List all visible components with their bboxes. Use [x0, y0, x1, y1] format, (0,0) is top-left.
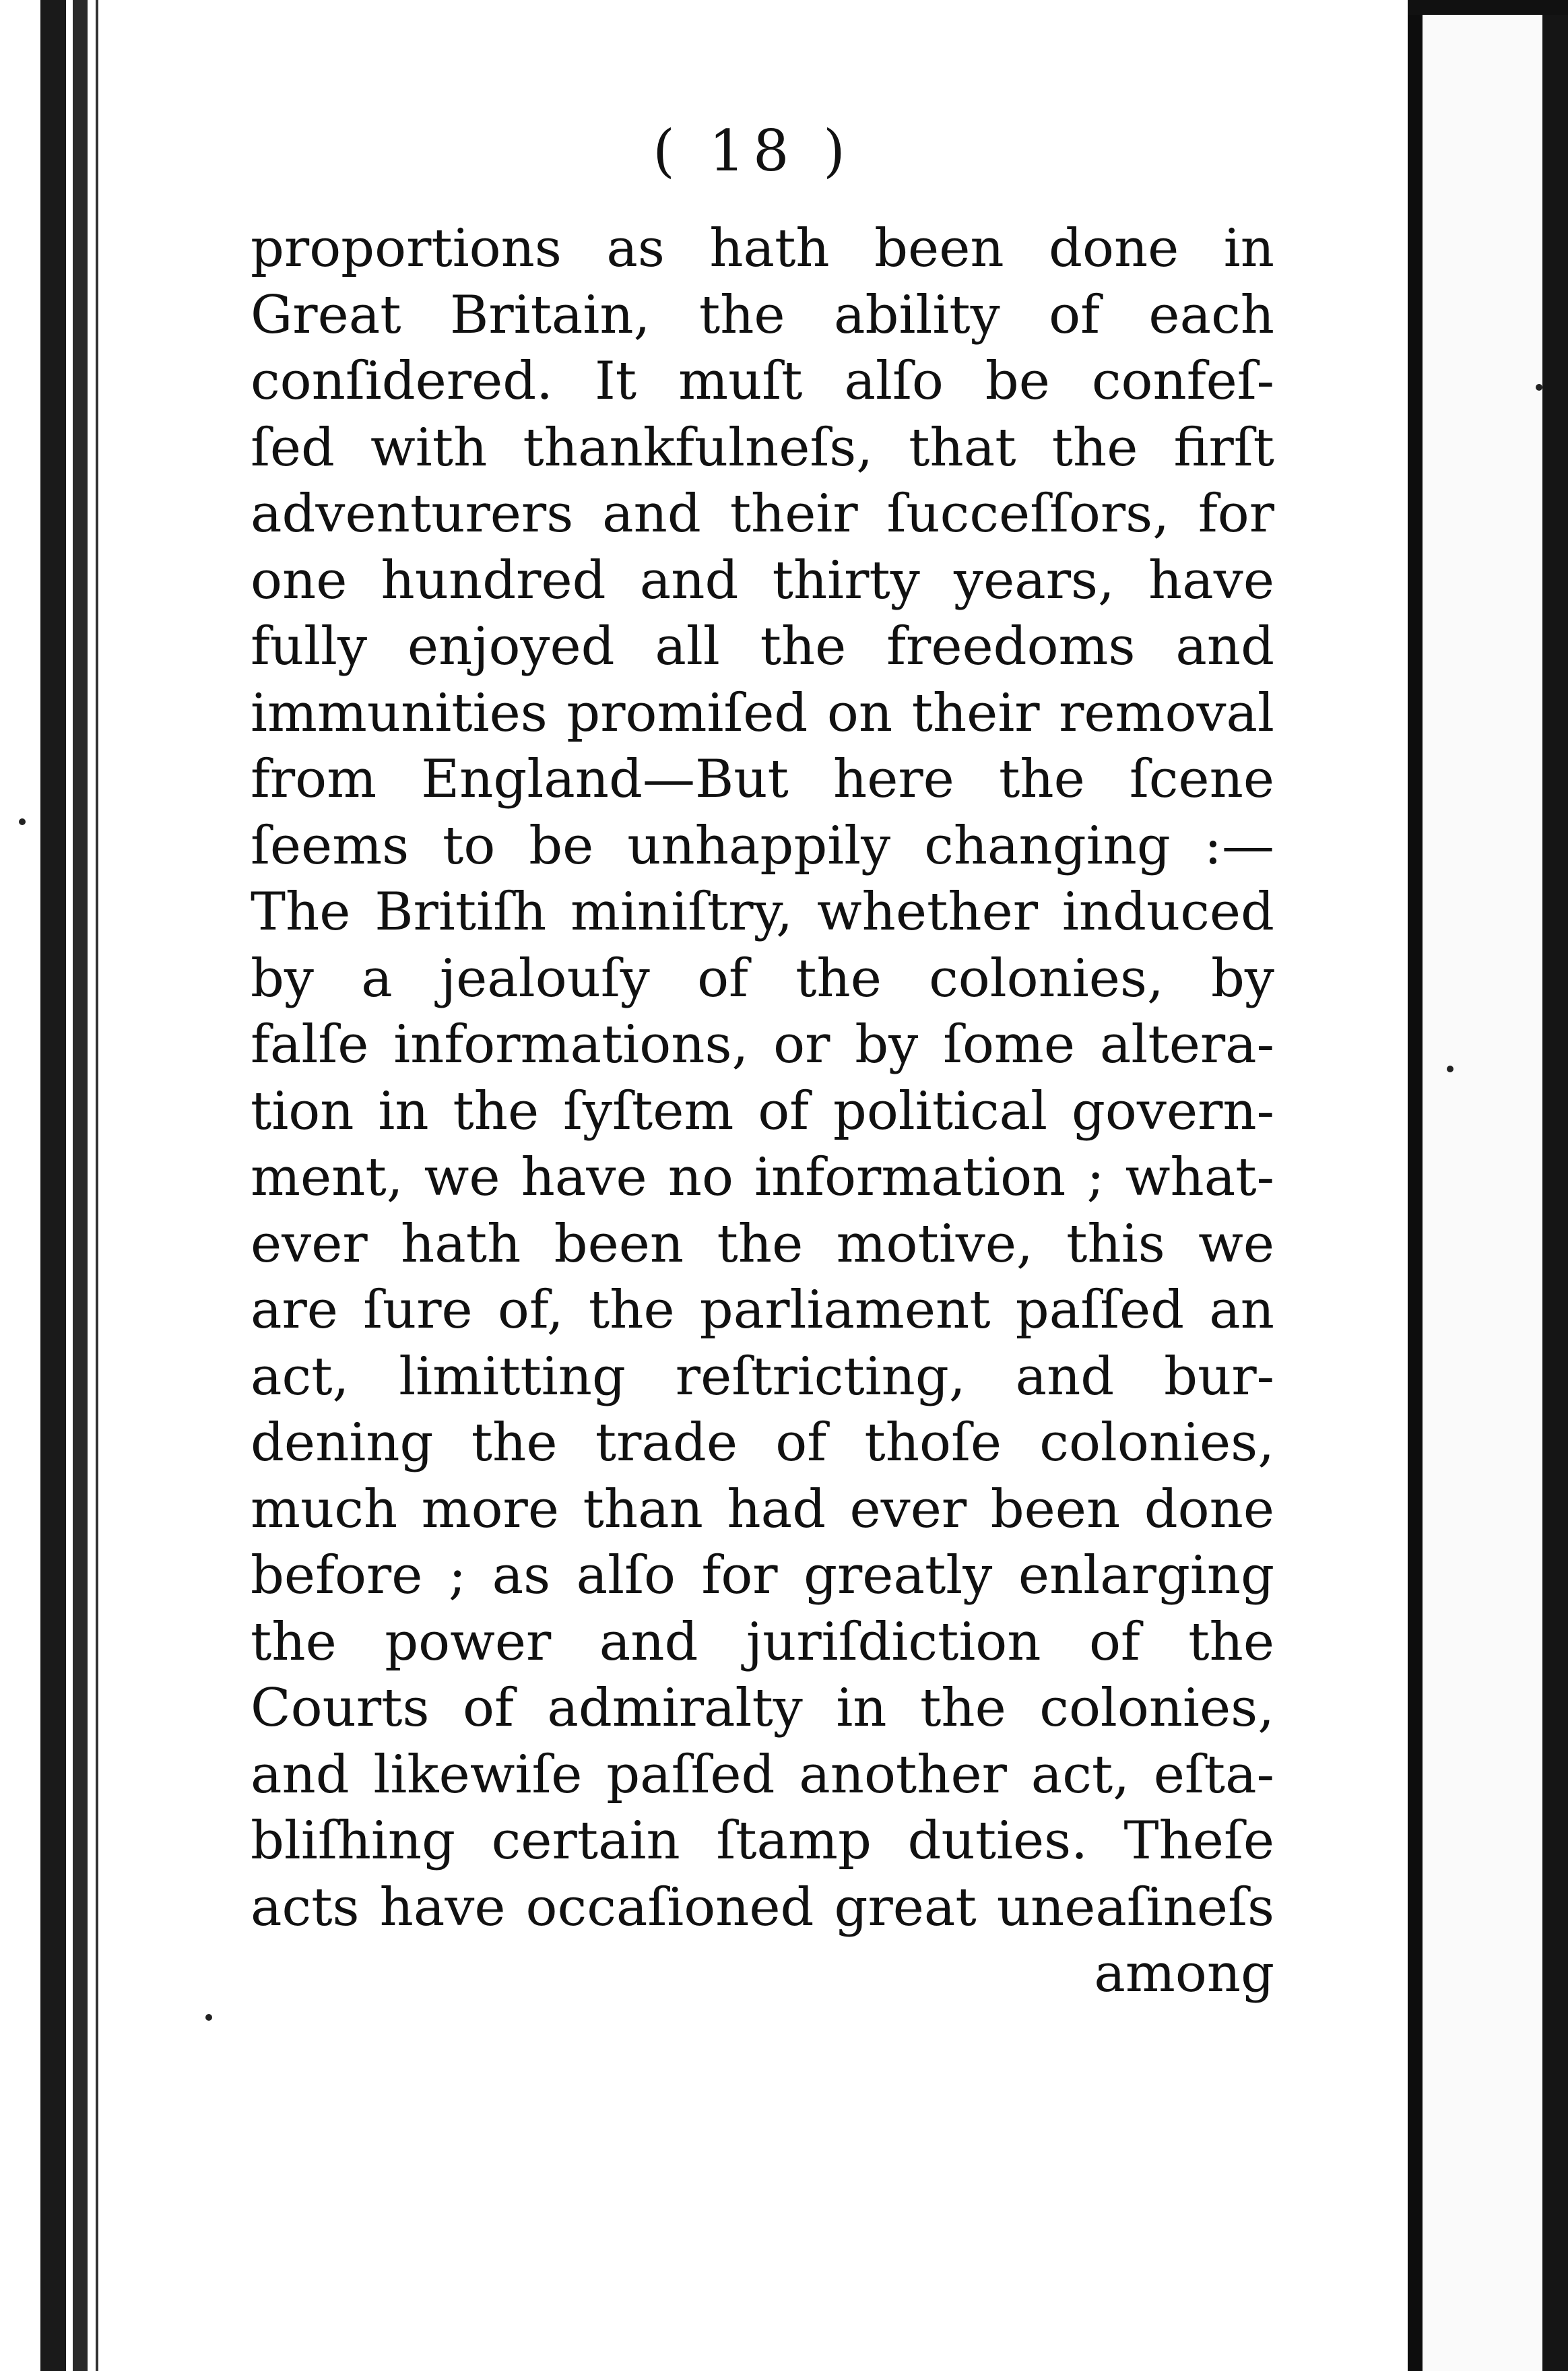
text-line: The Britiſh miniſtry, whether induced: [251, 882, 1274, 942]
scan-border-top: [1408, 0, 1568, 15]
text-line: immunities promiſed on their removal: [251, 682, 1274, 744]
book-page: [101, 0, 1405, 2371]
scan-border-right: [1542, 15, 1568, 2371]
body-text: [251, 216, 1274, 2007]
page-edge: [96, 0, 98, 2371]
text-line: dening the trade of thoſe colonies,: [251, 1412, 1274, 1473]
text-line: proportions as hath been done in: [251, 218, 1274, 279]
text-line: Courts of admiralty in the colonies,: [251, 1678, 1274, 1739]
ink-speck: [19, 818, 26, 825]
text-line: bliſhing certain ſtamp duties. Theſe: [251, 1811, 1274, 1871]
text-line: much more than had ever been done: [251, 1479, 1274, 1540]
text-line: before ; as alſo for greatly enlarging: [251, 1545, 1274, 1606]
text-line: ſeems to be unhappily changing :—: [251, 815, 1274, 876]
page-number: ( 18 ): [653, 118, 853, 184]
binding-edge: [40, 0, 66, 2371]
gutter-shadow: [1408, 0, 1423, 2371]
text-line: by a jealouſy of the colonies, by: [251, 948, 1274, 1009]
text-line: the power and juriſdiction of the: [251, 1611, 1274, 1672]
text-line: ſed with thankfulneſs, that the firſt: [251, 417, 1274, 478]
text-line: fully enjoyed all the freedoms and: [251, 616, 1274, 677]
text-line: ment, we have no information ; what-: [251, 1147, 1274, 1208]
ink-speck: [1536, 384, 1542, 391]
text-line: one hundred and thirty years, have: [251, 550, 1274, 611]
text-line: conſidered. It muſt alſo be confeſ-: [251, 351, 1274, 412]
text-line: ever hath been the motive, this we: [251, 1213, 1274, 1274]
text-line: Great Britain, the ability of each: [251, 284, 1274, 346]
text-line: adventurers and their ſucceſſors, for: [251, 484, 1274, 544]
ink-speck: [1447, 1066, 1453, 1072]
text-line: from England—But here the ſcene: [251, 749, 1274, 810]
text-line: falſe informations, or by ſome altera-: [251, 1014, 1274, 1075]
binding-shadow: [73, 0, 88, 2371]
ink-speck: [205, 2014, 212, 2021]
text-line: are ſure of, the parliament paſſed an: [251, 1280, 1274, 1340]
text-line: tion in the ſyſtem of political govern-: [251, 1080, 1274, 1142]
text-line: and likewiſe paſſed another act, eſta-: [251, 1744, 1274, 1805]
text-line: act, limitting reſtricting, and bur-: [251, 1346, 1274, 1407]
text-line: acts have occaſioned great uneaſineſs: [251, 1877, 1274, 1938]
catchword: among: [1094, 1943, 1274, 2004]
